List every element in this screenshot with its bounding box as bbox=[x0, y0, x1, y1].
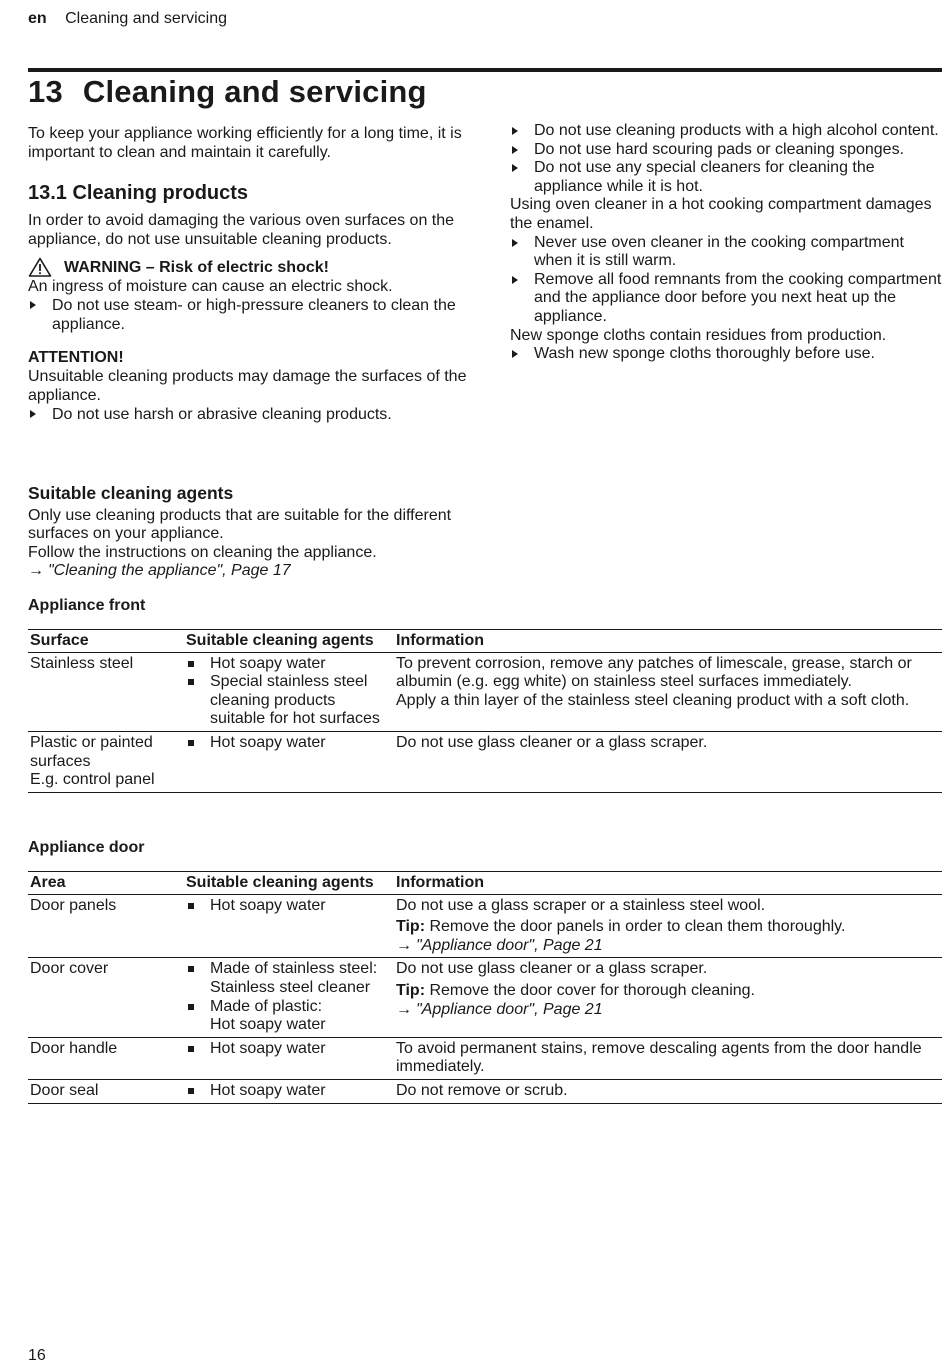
arrow-right-icon: → bbox=[396, 1000, 412, 1018]
area-cell: Door panels bbox=[28, 894, 184, 958]
list-item: Hot soapy water bbox=[186, 655, 392, 674]
list-item: Hot soapy water bbox=[186, 897, 392, 916]
information-cell bbox=[394, 652, 942, 731]
info-text: To prevent corrosion, remove any patches of limescale, grease, starch or albumin (e.g. egg white) on stainless steel surfaces immediately. bbox=[396, 654, 912, 691]
surface-text: Plastic or painted surfaces bbox=[30, 733, 153, 770]
information-cell bbox=[394, 894, 942, 958]
surface-cell bbox=[28, 731, 184, 792]
table-row bbox=[28, 731, 942, 792]
info-text: Do not use glass cleaner or a glass scraper. bbox=[396, 960, 708, 978]
column-header-agents: Suitable cleaning agents bbox=[184, 630, 394, 653]
appliance-front-title: Appliance front bbox=[28, 597, 146, 614]
tip-label: Tip: bbox=[396, 981, 426, 999]
warning-text: An ingress of moisture can cause an electric shock. bbox=[28, 278, 393, 295]
info-text: Do not use a glass scraper or a stainless steel wool. bbox=[396, 896, 766, 914]
table-header-row bbox=[28, 630, 942, 653]
warning-heading bbox=[28, 257, 468, 277]
information-cell: To avoid permanent stains, remove descaling agents from the door handle immediately. bbox=[394, 1037, 942, 1079]
list-item: Do not use harsh or abrasive cleaning products. bbox=[28, 405, 468, 424]
list-item: Special stainless steel cleaning products suitable for hot surfaces bbox=[186, 673, 392, 729]
cross-reference-text: "Cleaning the appliance", Page 17 bbox=[48, 562, 291, 580]
arrow-right-icon: → bbox=[28, 562, 44, 580]
oven-cleaner-text: Using oven cleaner in a hot cooking compartment damages the enamel. bbox=[510, 196, 932, 232]
agents-cell bbox=[184, 731, 394, 792]
agent-material: Made of plastic: bbox=[210, 997, 323, 1015]
tip-body: Remove the door panels in order to clean them thoroughly. bbox=[425, 918, 846, 936]
table-row bbox=[28, 958, 942, 1037]
sponge-text: New sponge cloths contain residues from production. bbox=[510, 326, 887, 344]
list-item bbox=[186, 998, 392, 1035]
column-header-information: Information bbox=[394, 630, 942, 653]
running-header-section: Cleaning and servicing bbox=[65, 10, 227, 27]
appliance-front-table bbox=[28, 629, 942, 793]
list-item: Hot soapy water bbox=[186, 1040, 392, 1059]
list-item: Do not use hard scouring pads or cleaning sponges. bbox=[510, 141, 946, 160]
products-text: In order to avoid damaging the various oven surfaces on the appliance, do not use unsuitable cleaning products. bbox=[28, 212, 455, 248]
agent-product: Hot soapy water bbox=[210, 1016, 326, 1034]
cross-reference-link[interactable] bbox=[28, 562, 468, 581]
running-header bbox=[28, 10, 227, 28]
list-item: Do not use cleaning products with a high alcohol content. bbox=[510, 122, 946, 141]
chapter-title-text: Cleaning and servicing bbox=[82, 74, 427, 109]
info-text: Apply a thin layer of the stainless steel cleaning product with a soft cloth. bbox=[396, 691, 910, 709]
cross-reference-link[interactable] bbox=[396, 937, 940, 956]
list-item: Do not use any special cleaners for cleaning the appliance while it is hot. bbox=[510, 159, 946, 196]
cross-reference-link[interactable] bbox=[396, 1001, 940, 1020]
column-header-surface: Surface bbox=[28, 630, 184, 653]
suitable-agents-heading: Suitable cleaning agents bbox=[28, 483, 234, 503]
cross-reference-text: "Appliance door", Page 21 bbox=[416, 936, 603, 954]
right-column bbox=[510, 122, 946, 364]
chapter-title bbox=[28, 74, 427, 110]
agents-cell bbox=[184, 1079, 394, 1103]
area-cell: Door handle bbox=[28, 1037, 184, 1079]
list-item: Do not use steam- or high-pressure cleaners to clean the appliance. bbox=[28, 296, 468, 334]
attention-list bbox=[28, 405, 468, 424]
surface-cell: Stainless steel bbox=[28, 652, 184, 731]
attention-title: ATTENTION! bbox=[28, 349, 124, 366]
suitable-agents-section bbox=[28, 484, 468, 581]
tip-body: Remove the door cover for thorough cleaning. bbox=[425, 981, 755, 999]
section-heading-cleaning-products: 13.1 Cleaning products bbox=[28, 182, 249, 204]
arrow-right-icon: → bbox=[396, 936, 412, 954]
area-cell: Door cover bbox=[28, 958, 184, 1037]
intro-text: To keep your appliance working efficiently for a long time, it is important to clean and maintain it carefully. bbox=[28, 125, 462, 161]
list-item: Wash new sponge cloths thoroughly before use. bbox=[510, 345, 946, 364]
warning-title: WARNING – Risk of electric shock! bbox=[64, 258, 329, 276]
attention-text: Unsuitable cleaning products may damage the surfaces of the appliance. bbox=[28, 368, 467, 404]
appliance-door-table bbox=[28, 871, 942, 1104]
appliance-door-title: Appliance door bbox=[28, 839, 145, 856]
table-row bbox=[28, 1079, 942, 1103]
list-item: Hot soapy water bbox=[186, 1082, 392, 1101]
page-number: 16 bbox=[28, 1347, 46, 1364]
suitable-agents-instructions: Follow the instructions on cleaning the appliance. bbox=[28, 543, 377, 561]
agent-material: Made of stainless steel: bbox=[210, 960, 378, 978]
agents-cell bbox=[184, 894, 394, 958]
cleaning-products-list bbox=[510, 122, 946, 196]
chapter-number: 13 bbox=[28, 74, 63, 109]
oven-cleaner-list bbox=[510, 234, 946, 327]
area-cell: Door seal bbox=[28, 1079, 184, 1103]
agents-cell bbox=[184, 1037, 394, 1079]
list-item: Hot soapy water bbox=[186, 734, 392, 753]
agents-cell bbox=[184, 652, 394, 731]
title-rule bbox=[28, 68, 942, 72]
information-cell: Do not remove or scrub. bbox=[394, 1079, 942, 1103]
column-header-agents: Suitable cleaning agents bbox=[184, 872, 394, 895]
information-cell bbox=[394, 958, 942, 1037]
language-code: en bbox=[28, 10, 47, 27]
tip-text bbox=[396, 982, 940, 1001]
column-header-area: Area bbox=[28, 872, 184, 895]
cross-reference-text: "Appliance door", Page 21 bbox=[416, 1000, 603, 1018]
suitable-agents-text: Only use cleaning products that are suitable for the different surfaces on your appliance. bbox=[28, 506, 452, 543]
table-row bbox=[28, 652, 942, 731]
left-column bbox=[28, 124, 468, 424]
tip-text bbox=[396, 918, 940, 937]
surface-example: E.g. control panel bbox=[30, 771, 155, 789]
tip-label: Tip: bbox=[396, 918, 426, 936]
table-row bbox=[28, 1037, 942, 1079]
warning-triangle-icon bbox=[28, 257, 52, 277]
table-header-row bbox=[28, 872, 942, 895]
list-item bbox=[186, 960, 392, 997]
agent-product: Stainless steel cleaner bbox=[210, 978, 371, 996]
list-item: Remove all food remnants from the cooking compartment and the appliance door before you next heat up the appliance. bbox=[510, 271, 946, 327]
sponge-list bbox=[510, 345, 946, 364]
agents-cell bbox=[184, 958, 394, 1037]
information-cell: Do not use glass cleaner or a glass scraper. bbox=[394, 731, 942, 792]
list-item: Never use oven cleaner in the cooking compartment when it is still warm. bbox=[510, 234, 946, 271]
table-row bbox=[28, 894, 942, 958]
warning-list bbox=[28, 296, 468, 334]
column-header-information: Information bbox=[394, 872, 942, 895]
